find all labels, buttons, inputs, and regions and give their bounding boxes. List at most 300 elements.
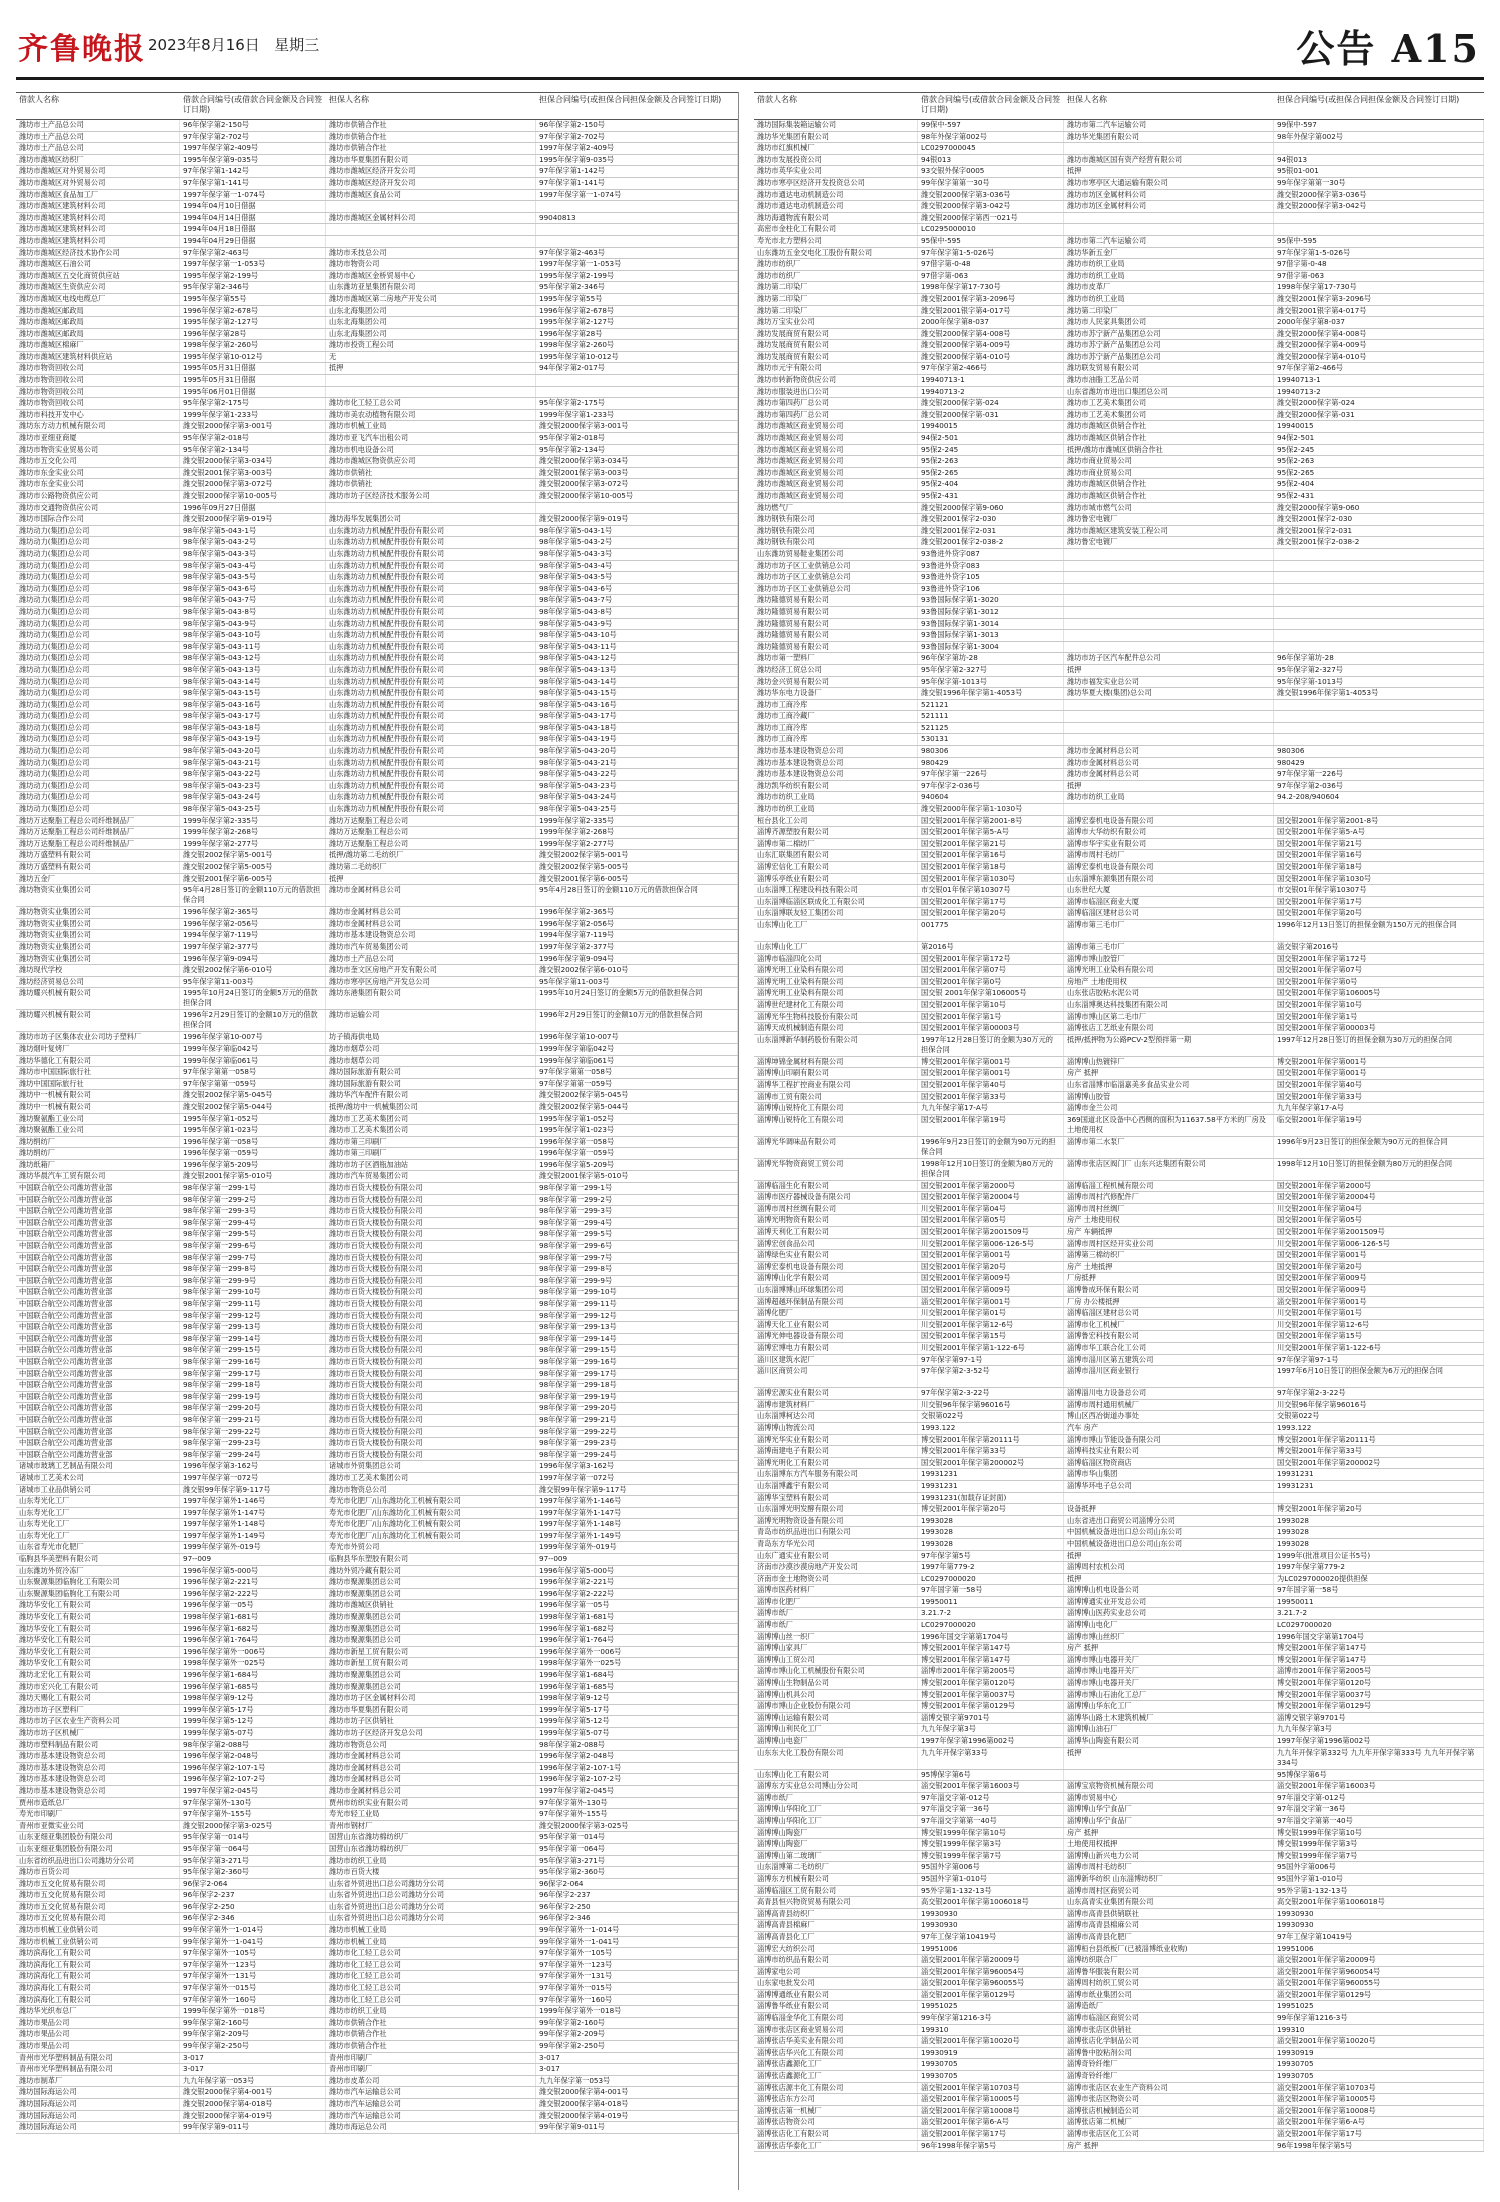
guarantor-cell: 淄博市周村通用机械厂: [1064, 1400, 1274, 1411]
borrower-cell: 中国联合航空公司潍坊营业部: [16, 1264, 180, 1275]
loan-contract-cell: 98年保字第一299-7号: [180, 1253, 326, 1264]
table-row: [16, 1032, 738, 1044]
table-row: [16, 1125, 738, 1137]
guarantee-contract-cell: 淄交银2001年保字第960055号: [1274, 1978, 1484, 1989]
table-row: [16, 155, 738, 167]
guarantee-contract-cell: 1996年保字第3-162号: [536, 1461, 738, 1472]
guarantee-contract-cell: 96年1998年保字第5号: [1274, 2141, 1484, 2152]
loan-contract-cell: 95年保字第3-271号: [180, 1856, 326, 1867]
loan-contract-cell: 97年工保字第10419号: [918, 1932, 1064, 1943]
guarantor-cell: 淄博市华山集团: [1064, 1469, 1274, 1480]
guarantee-contract-cell: 98年保字第5-043-12号: [536, 653, 738, 664]
table-row: [754, 1411, 1484, 1423]
loan-contract-cell: 国交银2001年保字第1号: [918, 1012, 1064, 1023]
borrower-cell: 潍坊动力(集团)总公司: [16, 758, 180, 769]
table-row: [754, 630, 1484, 642]
loan-contract-cell: 1997年保字第2-409号: [180, 143, 326, 154]
table-row: [16, 2006, 738, 2018]
table-row: [16, 850, 738, 862]
borrower-cell: 潍坊物资实业集团公司: [16, 930, 180, 941]
guarantee-contract-cell: 博交银2001年保字第147号: [1274, 1643, 1484, 1654]
guarantor-cell: [326, 236, 536, 247]
guarantee-contract-cell: 19950011: [1274, 1597, 1484, 1608]
guarantee-contract-cell: 1993028: [1274, 1516, 1484, 1527]
borrower-cell: 潍坊耀兴机械有限公司: [16, 1010, 180, 1031]
table-row: [16, 1879, 738, 1891]
loan-contract-cell: 1999年保字第外-019号: [180, 1542, 326, 1553]
table-row: [16, 1206, 738, 1218]
borrower-cell: 潍坊现代学校: [16, 965, 180, 976]
guarantor-cell: 潍坊市百货大楼股份有限公司: [326, 1415, 536, 1426]
guarantee-contract-cell: 95年4月28日签订的金额110万元的借款担保合同: [536, 885, 738, 906]
borrower-cell: 潍坊动力(集团)总公司: [16, 711, 180, 722]
loan-contract-cell: 98年保字第一299-14号: [180, 1334, 326, 1345]
table-row: [754, 1724, 1484, 1736]
guarantee-contract-cell: 98年保字第一299-13号: [536, 1322, 738, 1333]
table-row: [16, 954, 738, 966]
borrower-cell: 潍坊万达聚脂工程总公司纤维制品厂: [16, 827, 180, 838]
guarantor-cell: 潍坊市供销社: [326, 479, 536, 490]
guarantee-contract-cell: 国交银2001年保字第40号: [1274, 1080, 1484, 1091]
guarantee-contract-cell: 1996年国交字第第1704号: [1274, 1632, 1484, 1643]
table-row: [16, 1264, 738, 1276]
table-row: [754, 1092, 1484, 1104]
guarantee-contract-cell: 97年工保字第10419号: [1274, 1932, 1484, 1943]
loan-contract-cell: 国交银2001年保字第2001509号: [918, 1227, 1064, 1238]
table-header: [16, 92, 738, 120]
table-row: [754, 2117, 1484, 2129]
guarantor-cell: 淄博市博山电器开关厂: [1064, 1678, 1274, 1689]
table-row: [754, 282, 1484, 294]
guarantor-cell: 潍坊市百货大楼股份有限公司: [326, 1287, 536, 1298]
guarantee-contract-cell: 98年保字第5-043-20号: [536, 746, 738, 757]
borrower-cell: 中国联合航空公司潍坊营业部: [16, 1392, 180, 1403]
table-row: [754, 2141, 1484, 2153]
loan-contract-cell: 3.21.7-2: [918, 1608, 1064, 1619]
loan-contract-cell: 博交银2001年保字第20号: [918, 1504, 1064, 1515]
table-row: [754, 885, 1484, 897]
table-row: [16, 688, 738, 700]
guarantee-contract-cell: 19940713-2: [1274, 387, 1484, 398]
guarantor-cell: 潍坊市化工轻工总公司: [326, 398, 536, 409]
loan-contract-cell: 博交银2001年保字第001号: [918, 1057, 1064, 1068]
table-row: [754, 2001, 1484, 2013]
borrower-cell: 潍坊市转新物资供应公司: [754, 375, 918, 386]
guarantee-contract-cell: 交银第022号: [1274, 1411, 1484, 1422]
table-row: [16, 1902, 738, 1914]
guarantee-contract-cell: 1996年保字第外一006号: [536, 1647, 738, 1658]
table-row: [754, 942, 1484, 954]
loan-contract-cell: 1994年保字第7-119号: [180, 930, 326, 941]
guarantee-contract-cell: 潍交银2000保字第3-034号: [536, 456, 738, 467]
loan-contract-cell: 国交银2001年保字第33号: [918, 1092, 1064, 1103]
guarantee-contract-cell: 95银01-001: [1274, 166, 1484, 177]
borrower-cell: 潍坊隆德贸易有限公司: [754, 595, 918, 606]
loan-contract-cell: 1998年保字第2-260号: [180, 340, 326, 351]
guarantee-contract-cell: 潍交银2000保字第4-018号: [536, 2099, 738, 2110]
borrower-cell: 诸城市玻璃工艺制品有限公司: [16, 1461, 180, 1472]
loan-contract-cell: 淄交银2001年保字第960054号: [918, 1967, 1064, 1978]
borrower-cell: 潍坊市工商冷库: [754, 723, 918, 734]
guarantee-contract-cell: 97年保字第外一131号: [536, 1971, 738, 1982]
guarantee-contract-cell: 1996年保字第5-000号: [536, 1566, 738, 1577]
guarantor-cell: 房产 抵押: [1064, 1828, 1274, 1839]
guarantee-contract-cell: 临交银2001年保字第19号: [1274, 1115, 1484, 1136]
loan-contract-cell: 潍交银2000保字第4-019号: [180, 2111, 326, 2122]
loan-contract-cell: 19931231(加载存证封面): [918, 1493, 1064, 1504]
table-row: [754, 572, 1484, 584]
guarantee-contract-cell: 国交银2001年保字第009号: [1274, 1285, 1484, 1296]
loan-contract-cell: 淄交银2001年保字第10020号: [918, 2036, 1064, 2047]
borrower-cell: 淄博博山丝一织厂: [754, 1632, 918, 1643]
guarantor-cell: 潍坊市商业贸易公司: [1064, 456, 1274, 467]
borrower-cell: 淄博市博山企业股份有限公司: [754, 1701, 918, 1712]
guarantor-cell: 坊子镇海供电局: [326, 1032, 536, 1043]
table-row: [16, 224, 738, 236]
table-row: [754, 1851, 1484, 1863]
borrower-cell: 山东潍坊外贸冷冻厂: [16, 1566, 180, 1577]
table-row: [754, 236, 1484, 248]
guarantor-cell: 潍坊市化工轻工总公司: [326, 1960, 536, 1971]
guarantor-cell: [1064, 595, 1274, 606]
borrower-cell: 淄博博山利民化工厂: [754, 1724, 918, 1735]
loan-contract-cell: 95外字第1-132-13号: [918, 1886, 1064, 1897]
loan-contract-cell: 1997年12月28日签订的金额为30万元的担保合同: [918, 1035, 1064, 1056]
borrower-cell: 淄博光华调味品有限公司: [754, 1137, 918, 1158]
guarantor-cell: 抵押: [1064, 1551, 1274, 1562]
guarantee-contract-cell: 潍交银2001银字第4-017号: [1274, 306, 1484, 317]
guarantor-cell: 潍坊市供销合作社: [326, 2029, 536, 2040]
guarantor-cell: 潍坊市坊子区金属材料公司: [326, 1693, 536, 1704]
table-row: [754, 2059, 1484, 2071]
guarantor-cell: 淄博市张店区化工公司: [1064, 2129, 1274, 2140]
loan-contract-cell: 九九年保字第3号: [918, 1724, 1064, 1735]
table-row: [16, 2122, 738, 2134]
guarantee-contract-cell: 95保2-404: [1274, 479, 1484, 490]
table-row: [16, 1311, 738, 1323]
borrower-cell: 潍坊市潍城区邮政局: [16, 317, 180, 328]
guarantee-contract-cell: 潍交银2000保字第3-042号: [1274, 201, 1484, 212]
borrower-cell: 潍坊绢纺厂: [16, 1148, 180, 1159]
loan-contract-cell: 潍交银2000保字第-024: [918, 398, 1064, 409]
borrower-cell: 高密市金柱化工有限公司: [754, 224, 918, 235]
table-row: [16, 885, 738, 907]
borrower-cell: 潍坊东方动力机械有限公司: [16, 421, 180, 432]
borrower-cell: 诸城市工业品供销公司: [16, 1485, 180, 1496]
borrower-cell: 潍坊物资实业集团公司: [16, 885, 180, 906]
table-row: [754, 827, 1484, 839]
borrower-cell: 潍坊华安化工有限公司: [16, 1635, 180, 1646]
guarantee-contract-cell: 95保2-431: [1274, 491, 1484, 502]
loan-contract-cell: 国交银2001年保字第1030号: [918, 874, 1064, 885]
table-row: [16, 514, 738, 526]
borrower-cell: 潍坊隆德贸易有限公司: [754, 642, 918, 653]
table-header: [754, 92, 1484, 120]
table-row: [16, 1600, 738, 1612]
guarantee-contract-cell: 国交银2001年保字第009号: [1274, 1273, 1484, 1284]
table-row: [754, 1608, 1484, 1620]
guarantor-cell: 抵押: [326, 874, 536, 885]
table-row: [754, 954, 1484, 966]
borrower-cell: 淄博光华生物科技股份有限公司: [754, 1012, 918, 1023]
loan-contract-cell: 1998年保字第外一025号: [180, 1658, 326, 1669]
guarantee-contract-cell: 国交银2001年保字第15号: [1274, 1331, 1484, 1342]
guarantee-contract-cell: 94银013: [1274, 155, 1484, 166]
loan-contract-cell: 97年保字第2-3-22号: [918, 1388, 1064, 1399]
borrower-cell: 淄川区商贸公司: [754, 1366, 918, 1387]
loan-contract-cell: 国交银2001年保字第19号: [918, 1115, 1064, 1136]
loan-contract-cell: 1997年第779-2: [918, 1562, 1064, 1573]
table-row: [16, 1137, 738, 1149]
loan-contract-cell: 博交银2001年保字第0120号: [918, 1678, 1064, 1689]
table-row: [16, 572, 738, 584]
guarantee-contract-cell: 1998年保字第17-730号: [1274, 282, 1484, 293]
guarantee-contract-cell: 97年保字第2-3-22号: [1274, 1388, 1484, 1399]
guarantee-contract-cell: 1993028: [1274, 1527, 1484, 1538]
borrower-cell: 山东亚细亚集团股份有限公司: [16, 1832, 180, 1843]
table-row: [754, 2094, 1484, 2106]
table-row: [754, 1227, 1484, 1239]
guarantor-cell: 潍坊市新星工贸有限公司: [326, 1658, 536, 1669]
guarantor-cell: 潍坊市百货大楼股份有限公司: [326, 1380, 536, 1391]
table-row: [16, 1519, 738, 1531]
guarantor-cell: 潍坊市工艺美术集团公司: [326, 1125, 536, 1136]
table-row: [754, 2083, 1484, 2095]
borrower-cell: 淄博市第二棉纺厂: [754, 839, 918, 850]
guarantor-cell: 潍坊市新星工贸有限公司: [326, 1647, 536, 1658]
loan-contract-cell: 96年保字2-346: [180, 1913, 326, 1924]
guarantor-cell: 潍坊市华夏集团有限公司: [326, 155, 536, 166]
guarantee-contract-cell: 国交银2001年保字第18号: [1274, 862, 1484, 873]
guarantor-cell: 淄博博通实业开发总公司: [1064, 1597, 1274, 1608]
guarantor-cell: 潍坊市化工轻工总公司: [326, 1948, 536, 1959]
borrower-cell: 潍坊华德化工有限公司: [16, 1056, 180, 1067]
guarantee-contract-cell: 95年保字第2-360号: [536, 1867, 738, 1878]
loan-contract-cell: 1997年保字第2-377号: [180, 942, 326, 953]
loan-contract-cell: 97年淄交字第-012号: [918, 1793, 1064, 1804]
table-row: [16, 1496, 738, 1508]
guarantor-cell: 潍坊市金属材料总公司: [326, 919, 536, 930]
guarantor-cell: 淄博市博山电器开关厂: [1064, 1666, 1274, 1677]
borrower-cell: 潍坊动力(集团)总公司: [16, 549, 180, 560]
borrower-cell: 潍坊市潍城区生资供应公司: [16, 282, 180, 293]
guarantee-contract-cell: 淄交银2001年保字第960054号: [1274, 1967, 1484, 1978]
guarantee-contract-cell: 潍交银2000保字第4-019号: [536, 2111, 738, 2122]
guarantee-contract-cell: 98年保字第一299-12号: [536, 1311, 738, 1322]
guarantee-contract-cell: 99保中-597: [1274, 120, 1484, 131]
table-row: [754, 317, 1484, 329]
table-row: [754, 1909, 1484, 1921]
borrower-cell: 淄博宏信化工有限公司: [754, 862, 918, 873]
guarantee-contract-cell: 96年保字第2-150号: [536, 120, 738, 131]
guarantor-cell: 潍坊华新五金厂: [1064, 248, 1274, 259]
guarantor-cell: 潍坊市机械工业局: [326, 1937, 536, 1948]
loan-contract-cell: 19940713-2: [918, 387, 1064, 398]
guarantee-contract-cell: 98年保字第5-043-3号: [536, 549, 738, 560]
guarantee-contract-cell: 潍交银2001保字2-038-2: [1274, 537, 1484, 548]
guarantor-cell: 潍坊市聚源集团总公司: [326, 1670, 536, 1681]
guarantor-cell: 潍坊市苏宁新产品集团总公司: [1064, 352, 1274, 363]
issue-date-text: 2023年8月16日: [148, 36, 260, 54]
table-row: [754, 2013, 1484, 2025]
borrower-cell: 潍坊钢铁有限公司: [754, 526, 918, 537]
guarantee-contract-cell: 博交银2001年保字第20111号: [1274, 1435, 1484, 1446]
loan-contract-cell: 1998年保字第9-12号: [180, 1693, 326, 1704]
loan-contract-cell: 96年保字2-250: [180, 1902, 326, 1913]
loan-contract-cell: 潍交银2001保字第6-005号: [180, 874, 326, 885]
loan-contract-cell: 95年保字第-1013号: [918, 677, 1064, 688]
loan-contract-cell: 3-017: [180, 2053, 326, 2064]
table-row: [16, 1937, 738, 1949]
borrower-cell: 潍坊市五交化贸易有限公司: [16, 1913, 180, 1924]
borrower-cell: 山东淄博工程建设科技有限公司: [754, 885, 918, 896]
loan-contract-cell: 潍交银2000保字第西一021号: [918, 213, 1064, 224]
guarantor-cell: 潍坊市纺织工业局: [1064, 294, 1274, 305]
borrower-cell: 淄博博山华阳化工厂: [754, 1816, 918, 1827]
table-row: [754, 1944, 1484, 1956]
guarantee-contract-cell: 潍交银1996年保字第1-4053号: [1274, 688, 1484, 699]
loan-contract-cell: 98年保字第一299-15号: [180, 1345, 326, 1356]
borrower-cell: 潍坊物资实业集团公司: [16, 942, 180, 953]
borrower-cell: 潍坊滨海化工有限公司: [16, 1971, 180, 1982]
guarantee-contract-cell: 1996年保字第1-682号: [536, 1624, 738, 1635]
guarantee-contract-cell: 99年保字第1216-3号: [1274, 2013, 1484, 2024]
guarantor-cell: 潍坊市华夏集团有限公司: [326, 1705, 536, 1716]
guarantor-cell: 潍坊市百货大楼股份有限公司: [326, 1369, 536, 1380]
guarantee-contract-cell: 98年保字第一299-7号: [536, 1253, 738, 1264]
borrower-cell: 潍坊经济贸易总公司: [16, 977, 180, 988]
table-row: [16, 816, 738, 828]
borrower-cell: 淄博高青县化工厂: [754, 1932, 918, 1943]
guarantee-contract-cell: 98年保字第5-043-1号: [536, 526, 738, 537]
table-row: [16, 930, 738, 942]
table-row: [16, 2064, 738, 2076]
guarantor-cell: 潍坊第二印染厂: [1064, 306, 1274, 317]
announcement-body: [16, 92, 1484, 2190]
guarantor-cell: 淄博临淄工程机械有限公司: [1064, 1181, 1274, 1192]
guarantor-cell: 潍坊市海运总公司: [326, 2122, 536, 2133]
guarantor-cell: 中国机械设备进出口总公司山东公司: [1064, 1539, 1274, 1550]
guarantor-cell: 潍坊市人民家具集团公司: [1064, 317, 1274, 328]
guarantor-cell: 山东潍坊动力机械配件股份有限公司: [326, 526, 536, 537]
borrower-cell: 淄博宏泰机电设备有限公司: [754, 1262, 918, 1273]
loan-contract-cell: 97年保字第97-1号: [918, 1355, 1064, 1366]
table-row: [16, 1380, 738, 1392]
loan-contract-cell: 99年保字第第一30号: [918, 178, 1064, 189]
table-row: [754, 977, 1484, 989]
table-row: [754, 514, 1484, 526]
guarantee-contract-cell: 国交银2001年保字第16号: [1274, 850, 1484, 861]
table-row: [754, 1804, 1484, 1816]
guarantor-cell: [326, 503, 536, 514]
borrower-cell: 潍坊动力(集团)总公司: [16, 630, 180, 641]
guarantor-cell: 潍坊市机械工业局: [326, 1925, 536, 1936]
borrower-cell: 潍坊华安化工有限公司: [16, 1612, 180, 1623]
borrower-cell: 淄博博山工贸公司: [754, 1655, 918, 1666]
guarantee-contract-cell: 淄交银2001年保字第16003号: [1274, 1781, 1484, 1792]
guarantee-contract-cell: 98年外保字第002号: [1274, 132, 1484, 143]
guarantor-cell: 山东世纪大厦: [1064, 885, 1274, 896]
loan-contract-cell: 潍交银2000保字第4-008号: [918, 329, 1064, 340]
loan-contract-cell: 521121: [918, 700, 1064, 711]
guarantee-contract-cell: 95年保字第2-134号: [536, 445, 738, 456]
guarantor-cell: [1064, 630, 1274, 641]
guarantor-cell: 房产 土地使用权: [1064, 1215, 1274, 1226]
guarantor-cell: 潍坊市运输公司: [326, 1010, 536, 1031]
loan-contract-cell: 国交银2001年保字第16号: [918, 850, 1064, 861]
loan-contract-cell: 1996年保字第1-685号: [180, 1682, 326, 1693]
guarantee-contract-cell: [1274, 224, 1484, 235]
table-row: [16, 1334, 738, 1346]
newspaper-logo: 齐鲁晚报: [18, 32, 146, 67]
loan-contract-cell: 98年保字第一299-19号: [180, 1392, 326, 1403]
table-row: [16, 977, 738, 989]
table-row: [754, 537, 1484, 549]
table-row: [16, 1821, 738, 1833]
guarantor-cell: 山东潍坊动力机械配件股份有限公司: [326, 781, 536, 792]
guarantee-contract-cell: 98年保字第一299-14号: [536, 1334, 738, 1345]
loan-contract-cell: 93鲁国际保字第1-3014: [918, 619, 1064, 630]
borrower-cell: 潍坊耀兴机械有限公司: [16, 988, 180, 1009]
loan-contract-cell: 97年保字第1-142号: [180, 166, 326, 177]
borrower-cell: 潍坊华安化工有限公司: [16, 1600, 180, 1611]
guarantee-contract-cell: 94.2-208/940604: [1274, 792, 1484, 803]
borrower-cell: 潍坊华光集团有限公司: [754, 132, 918, 143]
borrower-cell: 中国联合航空公司潍坊营业部: [16, 1403, 180, 1414]
table-row: [754, 329, 1484, 341]
loan-contract-cell: 国交银2001年保字第200002号: [918, 1458, 1064, 1469]
borrower-cell: 潍坊国际海运公司: [16, 2122, 180, 2133]
borrower-cell: 潍坊市寒亭区经济开发投资总公司: [754, 178, 918, 189]
guarantee-contract-cell: 98年保字第一299-19号: [536, 1392, 738, 1403]
guarantee-contract-cell: 潍交银2001保字2-031: [1274, 526, 1484, 537]
loan-contract-cell: LC0295000010: [918, 224, 1064, 235]
borrower-cell: 山东博山化工有限公司: [754, 1770, 918, 1781]
table-row: [754, 456, 1484, 468]
borrower-cell: 中国联合航空公司潍坊营业部: [16, 1357, 180, 1368]
borrower-cell: 山东亚细亚集团股份有限公司: [16, 1844, 180, 1855]
guarantor-cell: 潍坊市潍城区建筑安装工程公司: [1064, 526, 1274, 537]
guarantee-contract-cell: 国交银2001年保字第17号: [1274, 897, 1484, 908]
guarantor-cell: 淄博奇铃纤维厂: [1064, 2071, 1274, 2082]
loan-contract-cell: 98年保字第一299-9号: [180, 1276, 326, 1287]
guarantor-cell: 潍坊市潍城区供销合作社: [1064, 491, 1274, 502]
guarantee-contract-cell: 3-017: [536, 2053, 738, 2064]
guarantor-cell: [1064, 711, 1274, 722]
guarantee-contract-cell: 98年保字第5-043-17号: [536, 711, 738, 722]
table-row: [754, 595, 1484, 607]
table-row: [754, 1585, 1484, 1597]
guarantee-contract-cell: 1999年保字第5-12号: [536, 1716, 738, 1727]
guarantee-contract-cell: 1999年保字第2-268号: [536, 827, 738, 838]
table-row: [754, 711, 1484, 723]
guarantor-cell: 潍坊市聚源集团总公司: [326, 1577, 536, 1588]
guarantee-contract-cell: 98年保字第一299-23号: [536, 1438, 738, 1449]
table-row: [16, 1403, 738, 1415]
borrower-cell: 诸城市工艺美术公司: [16, 1473, 180, 1484]
borrower-cell: 潍坊市发展投资公司: [754, 155, 918, 166]
table-row: [754, 1215, 1484, 1227]
borrower-cell: 潍坊动力(集团)总公司: [16, 688, 180, 699]
table-row: [754, 1469, 1484, 1481]
guarantee-contract-cell: 96年保字2-346: [536, 1913, 738, 1924]
loan-contract-cell: 98年保字第5-043-10号: [180, 630, 326, 641]
guarantor-cell: 房地产 土地使用权: [1064, 977, 1274, 988]
guarantor-cell: 淄博博山华宁食品厂: [1064, 1804, 1274, 1815]
borrower-cell: 中国联合航空公司潍坊营业部: [16, 1380, 180, 1391]
loan-contract-cell: 1994年04月29日借据: [180, 236, 326, 247]
guarantor-cell: 潍坊市汽车运输总公司: [326, 2111, 536, 2122]
